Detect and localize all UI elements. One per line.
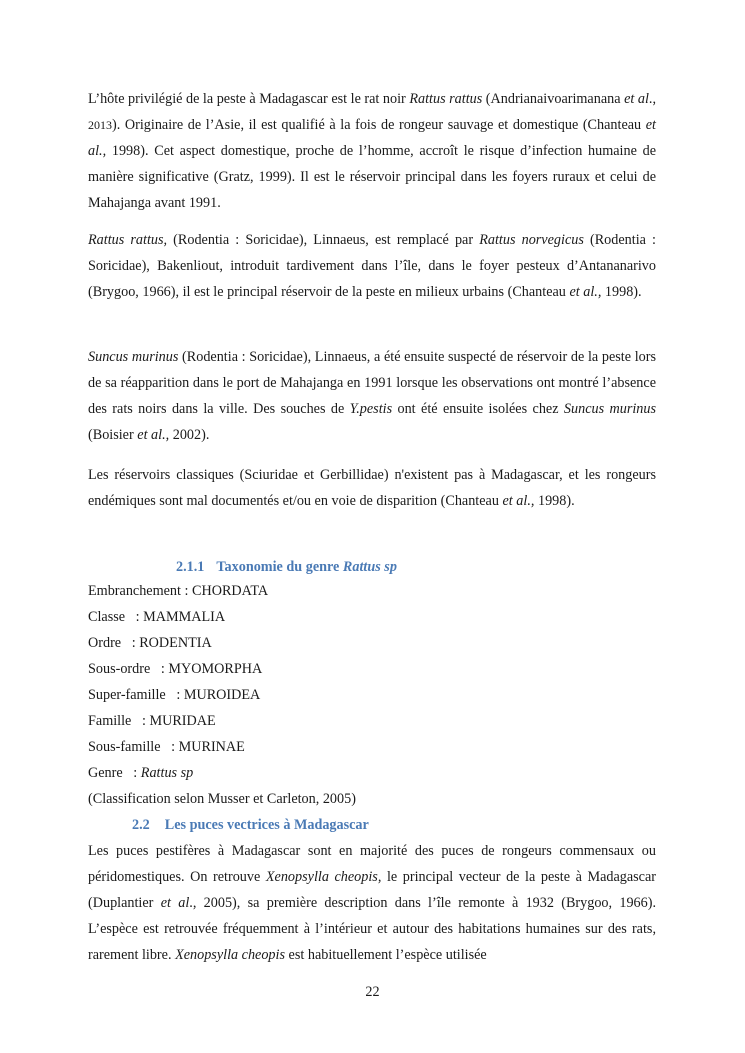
taxonomy-line: [88, 763, 193, 783]
heading-italic: Rattus sp: [342, 559, 397, 575]
heading-text: Taxonomie du genre: [216, 559, 343, 575]
text: est habituellement l’espèce utilisée: [285, 947, 487, 963]
species-name: Suncus murinus: [88, 349, 179, 365]
citation-etal: et al.,: [569, 284, 602, 300]
text: L’hôte privilégié de la peste à Madagascar est le rat noir: [88, 91, 410, 107]
paragraph-suncus-murinus: [88, 344, 656, 448]
taxonomy-line: Famille : MURIDAE: [88, 713, 216, 729]
text: le principal vecteur de la peste à Madagascar (Duplantier: [88, 869, 656, 911]
heading-text: Les puces vectrices à Madagascar: [164, 817, 369, 833]
paragraph-plague-fleas: [88, 838, 656, 968]
text: 1998).: [534, 493, 575, 509]
citation-etal: et al.,: [502, 493, 535, 509]
citation-etal: et al.,: [137, 427, 170, 443]
section-heading-2-2: [132, 815, 369, 835]
species-name: Rattus rattus,: [88, 232, 168, 248]
text: 1998). Cet aspect domestique, proche de l’homme, accroît le risque d’infection humaine de manière significative (Gratz, 1999). Il est le réservoir principal dans les foyers ruraux et celui de Mahajanga avant 1991.: [88, 143, 656, 211]
heading-number: 2.1.1: [176, 559, 205, 575]
text: ). Originaire de l’Asie, il est qualifié à la fois de rongeur sauvage et domestique (Chanteau: [112, 117, 646, 133]
species-name: Xenopsylla cheopis,: [265, 869, 382, 885]
taxonomy-line: Sous-famille : MURINAE: [88, 739, 245, 755]
text: 1998).: [601, 284, 642, 300]
genus-name: Rattus sp: [140, 765, 194, 781]
taxonomy-line: Super-famille : MUROIDEA: [88, 687, 261, 703]
taxonomy-line: Sous-ordre : MYOMORPHA: [88, 661, 263, 677]
species-name: Suncus murinus: [563, 401, 656, 417]
taxonomy-line: Embranchement : CHORDATA: [88, 583, 269, 599]
citation-etal: et al.,: [88, 117, 656, 159]
citation-etal: et al: [160, 895, 190, 911]
paragraph-classic-reservoirs: [88, 462, 656, 514]
text: Les puces pestifères à Madagascar sont en majorité des puces de rongeurs commensaux ou péridomestiques. On retrouve: [88, 843, 656, 885]
taxonomy-source: (Classification selon Musser et Carleton, 2005): [88, 791, 356, 807]
paragraph-rattus-norvegicus: [88, 227, 656, 305]
species-name: Rattus norvegicus: [479, 232, 584, 248]
heading-number: 2.2: [132, 817, 150, 833]
text: (Rodentia : Soricidae), Bakenliout, introduit tardivement dans l’île, dans le foyer pesteux d’Antananarivo (Brygoo, 1966), il est le principal réservoir de la peste en milieux urbains (Chanteau: [88, 232, 657, 300]
text: (Rodentia : Soricidae), Linnaeus, est remplacé par: [167, 232, 480, 248]
text: ont été ensuite isolées chez: [392, 401, 564, 417]
species-name: Xenopsylla cheopis: [175, 947, 285, 963]
page-number: 22: [365, 984, 380, 1000]
taxonomy-line: Classe : MAMMALIA: [88, 609, 226, 625]
section-heading-2-1-1: [176, 557, 397, 577]
text: Les réservoirs classiques (Sciuridae et Gerbillidae) n'existent pas à Madagascar, et les rongeurs endémiques sont mal documentés et/ou en voie de disparition (Chanteau: [88, 467, 656, 509]
text: (Boisier: [88, 427, 138, 443]
text: 2002).: [169, 427, 210, 443]
species-name: Y.pestis: [349, 401, 393, 417]
citation-etal: et al: [624, 91, 649, 107]
paragraph-rattus-rattus-host: [88, 86, 656, 216]
text: Genre :: [88, 765, 141, 781]
text: ., 2005), sa première description dans l’île remonte à 1932 (Brygoo, 1966). L’espèce est retrouvée fréquemment à l’intérieur et autour des habitations humaines sur des rats, rarement libre.: [88, 895, 657, 963]
species-name: Rattus rattus: [409, 91, 483, 107]
text: .,: [648, 91, 656, 107]
taxonomy-line: Ordre : RODENTIA: [88, 635, 212, 651]
text: (Rodentia : Soricidae), Linnaeus, a été ensuite suspecté de réservoir de la peste lors de sa réapparition dans le port de Mahajanga en 1991 lorsque les observations ont montré l’absence des rats noirs dans la ville. Des souches de: [88, 349, 656, 417]
citation-year: 2013: [88, 118, 112, 132]
text: (Andrianaivoarimanana: [482, 91, 625, 107]
